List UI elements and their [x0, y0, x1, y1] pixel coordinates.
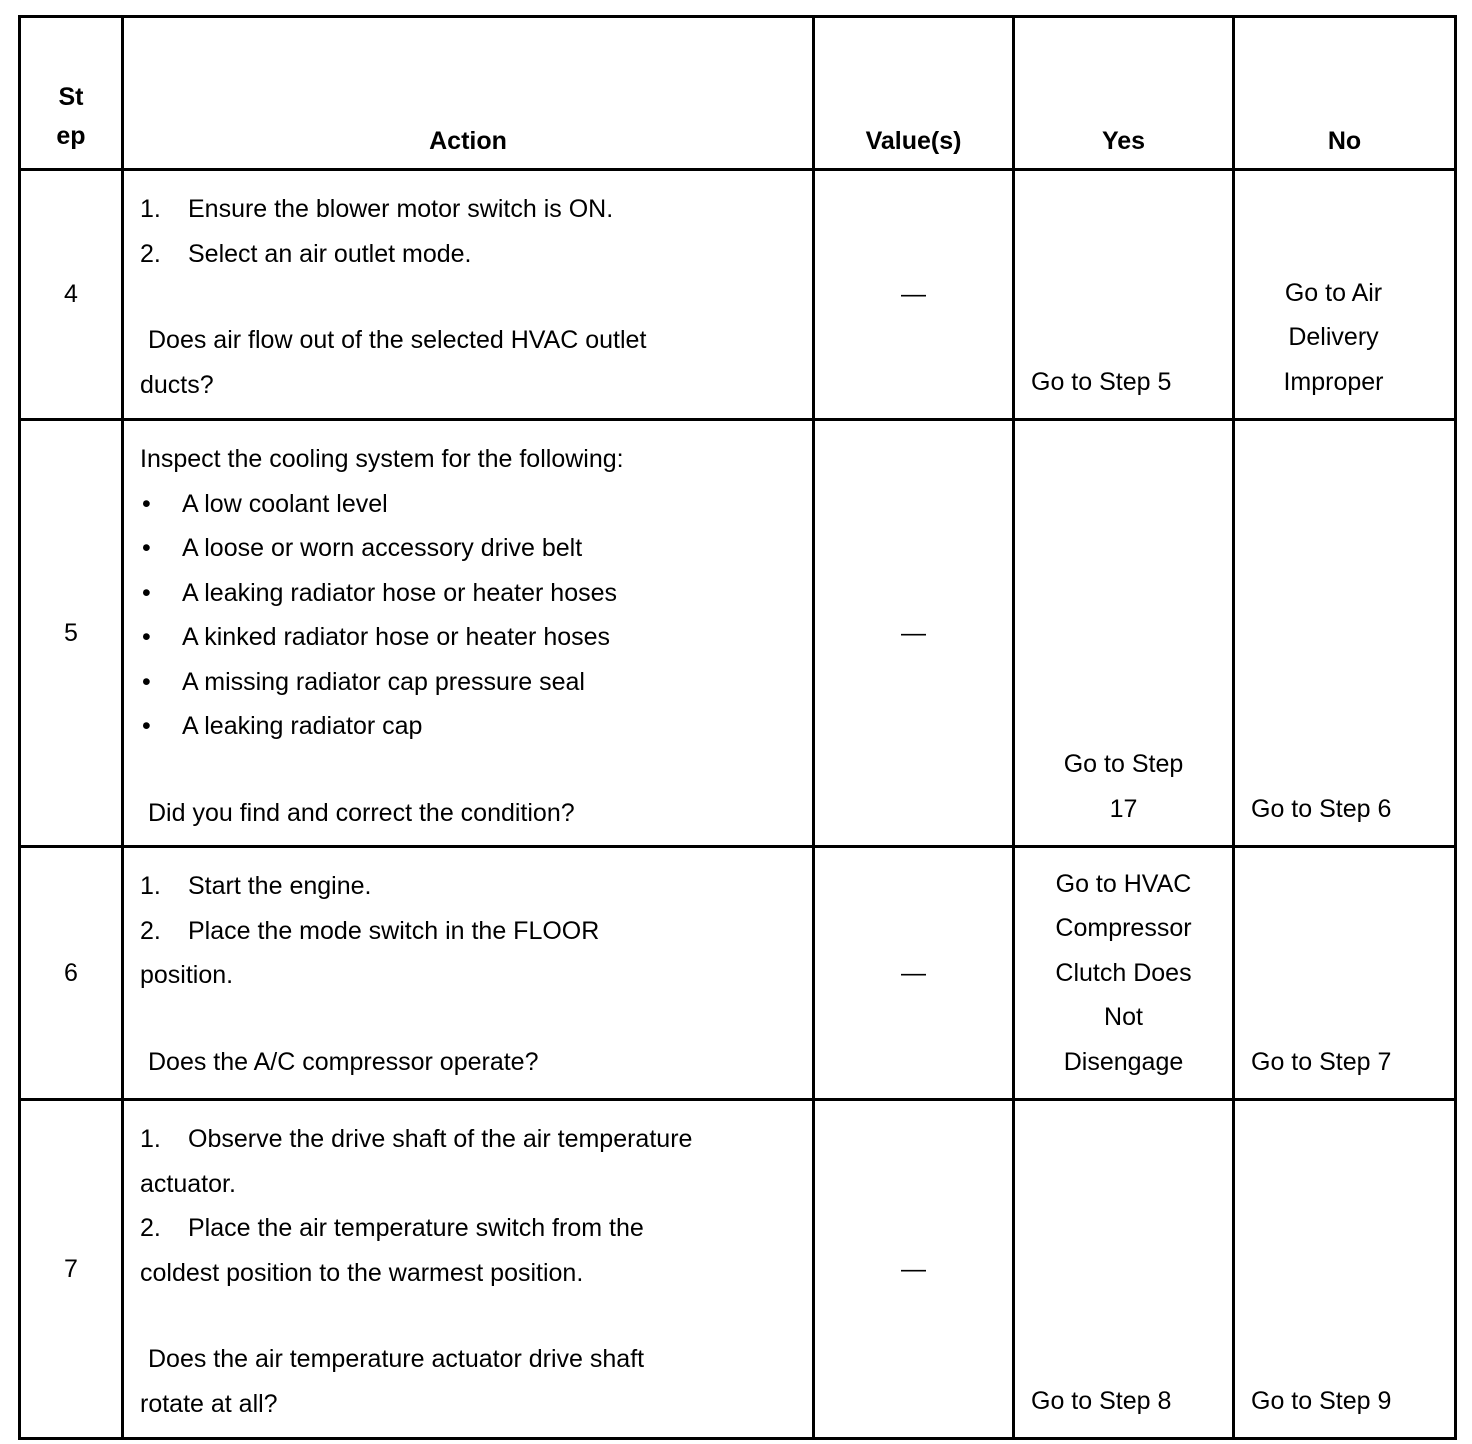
step-number: 6	[20, 847, 123, 1100]
no-text: Go to Step 7	[1251, 1047, 1392, 1076]
bullet: •	[142, 489, 151, 518]
list-item	[140, 1117, 798, 1162]
no-text: Improper	[1283, 367, 1384, 396]
header-step-line1: St	[58, 83, 84, 111]
list-item	[140, 526, 798, 571]
no-text: Go to Step 6	[1251, 794, 1392, 823]
list-item	[140, 482, 798, 527]
bullet: •	[142, 534, 151, 562]
yes-text: 17	[1109, 794, 1138, 823]
value-cell: —	[814, 1100, 1014, 1439]
list-number: 1.	[140, 872, 161, 900]
action-text-cont: actuator.	[140, 1169, 236, 1198]
question-cont: rotate at all?	[140, 1389, 278, 1418]
no-cell	[1234, 420, 1456, 847]
header-step	[20, 17, 123, 170]
bullet: •	[142, 667, 151, 696]
no-text: Go to Step 9	[1251, 1386, 1392, 1415]
action-text: Select an air outlet mode.	[188, 239, 472, 268]
list-item	[140, 909, 798, 954]
value-cell: —	[814, 420, 1014, 847]
yes-cell	[1014, 420, 1234, 847]
action-text: A leaking radiator cap	[182, 712, 423, 740]
step-number: 4	[20, 170, 123, 420]
list-item	[140, 615, 798, 660]
yes-cell	[1014, 1100, 1234, 1439]
list-item	[140, 660, 798, 705]
action-text: A leaking radiator hose or heater hoses	[182, 578, 617, 607]
bullet: •	[142, 623, 151, 651]
action-cell	[123, 420, 814, 847]
header-no: No	[1234, 17, 1456, 170]
action-text: Observe the drive shaft of the air temperature	[188, 1125, 693, 1153]
no-text: Delivery	[1288, 323, 1379, 351]
header-action: Action	[123, 17, 814, 170]
action-text: A loose or worn accessory drive belt	[182, 534, 583, 562]
no-text: Go to Air	[1284, 278, 1383, 307]
header-values: Value(s)	[814, 17, 1014, 170]
no-cell	[1234, 1100, 1456, 1439]
list-number: 2.	[140, 916, 161, 945]
list-number: 2.	[140, 1214, 161, 1242]
action-text-cont: position.	[140, 961, 234, 989]
action-text: Place the air temperature switch from the	[188, 1214, 644, 1242]
yes-cell	[1014, 170, 1234, 420]
list-item	[140, 864, 798, 909]
value-cell: —	[814, 170, 1014, 420]
list-item	[140, 232, 798, 277]
no-cell	[1234, 170, 1456, 420]
action-intro: Inspect the cooling system for the following:	[140, 445, 624, 473]
action-text: A low coolant level	[182, 489, 388, 518]
yes-text: Not	[1104, 1003, 1143, 1031]
action-text: Start the engine.	[188, 872, 372, 900]
yes-text: Go to Step	[1063, 750, 1184, 778]
list-item	[140, 1206, 798, 1251]
no-cell	[1234, 847, 1456, 1100]
list-number: 2.	[140, 239, 161, 268]
diagnostic-table	[18, 15, 1457, 1440]
question: Did you find and correct the condition?	[148, 798, 575, 827]
yes-text: Disengage	[1063, 1047, 1184, 1076]
bullet: •	[142, 712, 151, 740]
action-text: A kinked radiator hose or heater hoses	[182, 623, 611, 651]
list-item	[140, 704, 798, 749]
question-cont: ducts?	[140, 370, 214, 399]
step-number: 5	[20, 420, 123, 847]
header-yes: Yes	[1014, 17, 1234, 170]
bullet: •	[142, 578, 151, 607]
list-number: 1.	[140, 195, 161, 223]
list-item	[140, 571, 798, 616]
table-row	[20, 847, 1456, 1100]
yes-text: Go to Step 8	[1031, 1386, 1172, 1415]
question: Does air flow out of the selected HVAC outlet	[148, 326, 647, 354]
action-text: A missing radiator cap pressure seal	[182, 667, 585, 696]
list-item	[140, 187, 798, 232]
action-text: Ensure the blower motor switch is ON.	[188, 195, 614, 223]
table-row	[20, 420, 1456, 847]
action-text: Place the mode switch in the FLOOR	[188, 916, 600, 945]
yes-text: Clutch Does	[1055, 958, 1192, 987]
action-text-cont: coldest position to the warmest position.	[140, 1258, 584, 1287]
header-row	[20, 17, 1456, 170]
list-number: 1.	[140, 1125, 161, 1153]
yes-cell	[1014, 847, 1234, 1100]
action-cell	[123, 847, 814, 1100]
question: Does the A/C compressor operate?	[148, 1047, 539, 1076]
yes-text: Go to Step 5	[1031, 367, 1172, 396]
value-cell: —	[814, 847, 1014, 1100]
table-row	[20, 1100, 1456, 1439]
step-number: 7	[20, 1100, 123, 1439]
action-cell	[123, 170, 814, 420]
yes-text: Go to HVAC	[1055, 869, 1192, 898]
header-step-line2: ep	[56, 122, 86, 150]
yes-text: Compressor	[1055, 914, 1192, 942]
action-cell	[123, 1100, 814, 1439]
question: Does the air temperature actuator drive shaft	[148, 1345, 645, 1373]
table-row	[20, 170, 1456, 420]
